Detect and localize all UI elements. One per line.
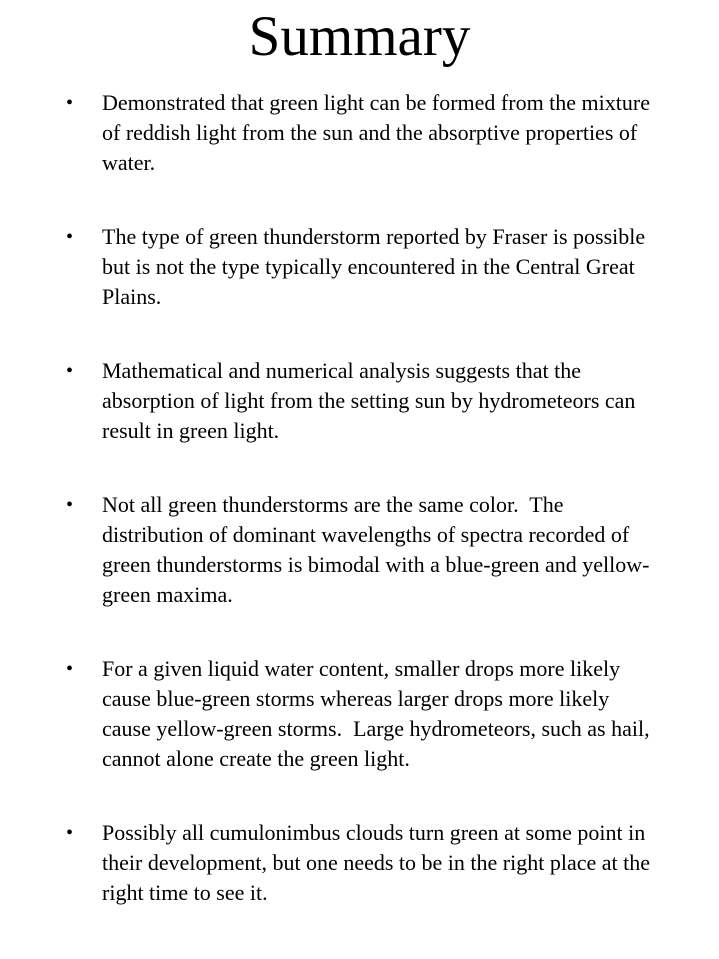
bullet-text: Demonstrated that green light can be formed from the mixture of reddish light from the sun and the absorptive properties of water. [102, 89, 656, 175]
bullet-icon: • [66, 225, 74, 248]
bullet-list [0, 88, 719, 908]
bullet-text: Not all green thunderstorms are the same color. The distribution of dominant wavelengths of spectra recorded of green thunderstorms is bimodal with a blue-green and yellow-green maxima. [102, 491, 650, 607]
bullet-text: The type of green thunderstorm reported by Fraser is possible but is not the type typically encountered in the Central Great Plains. [102, 223, 651, 309]
slide-title: Summary [248, 5, 471, 68]
bullet-item [64, 222, 664, 312]
bullet-icon: • [66, 657, 74, 680]
bullet-item [64, 818, 664, 908]
bullet-item [64, 356, 664, 446]
bullet-text: For a given liquid water content, smaller drops more likely cause blue-green storms whereas larger drops more likely cause yellow-green storms. Large hydrometeors, such as hail, cannot alone create the green light. [102, 655, 656, 771]
bullet-icon: • [66, 493, 74, 516]
bullet-icon: • [66, 359, 74, 382]
bullet-item [64, 490, 664, 610]
bullet-text: Possibly all cumulonimbus clouds turn green at some point in their development, but one needs to be in the right place at the right time to see it. [102, 819, 656, 905]
bullet-icon: • [66, 821, 74, 844]
bullet-item [64, 654, 664, 774]
bullet-icon: • [66, 91, 74, 114]
bullet-text: Mathematical and numerical analysis suggests that the absorption of light from the setting sun by hydrometeors can result in green light. [102, 357, 641, 443]
bullet-item [64, 88, 664, 178]
